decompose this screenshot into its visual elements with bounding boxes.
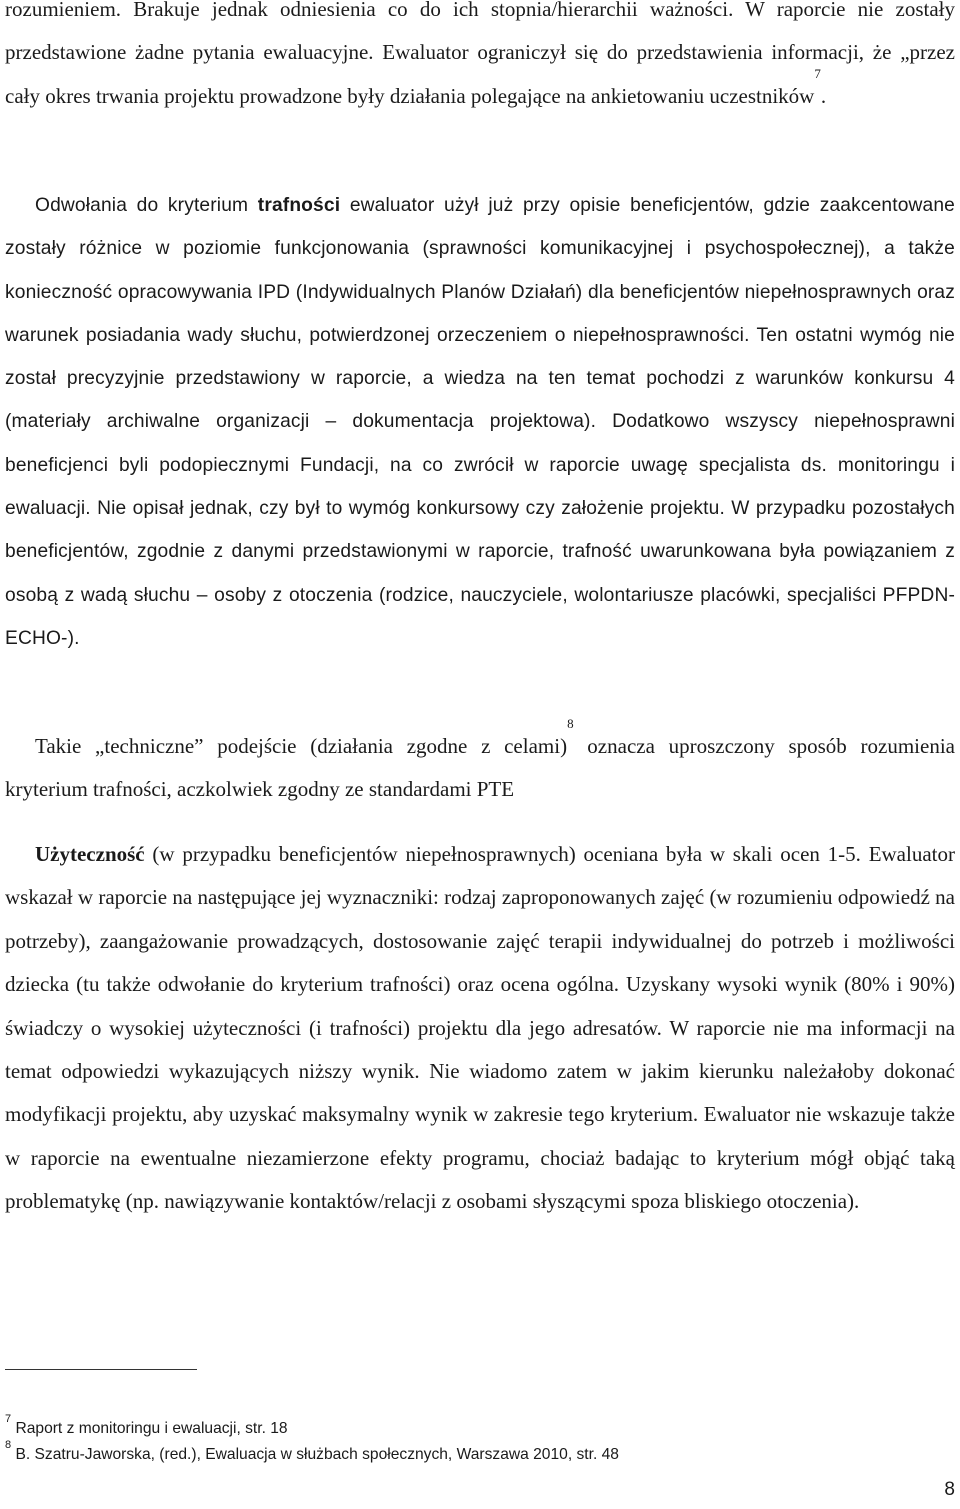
- paragraph-text: oznacza uproszczony sposób rozumienia kryterium trafności, aczkolwiek zgodny ze standardami PTE: [5, 734, 955, 802]
- paragraph-technical-approach: [5, 716, 955, 812]
- paragraph-lead: Odwołania do kryterium: [35, 195, 258, 216]
- footnote-text: Raport z monitoringu i ewaluacji, str. 18: [11, 1420, 288, 1437]
- term-usefulness: Użyteczność: [35, 842, 145, 866]
- paragraph-end: .: [820, 83, 827, 108]
- paragraph-lead: Takie „techniczne” podejście (działania zgodne z celami): [35, 734, 568, 758]
- page-number: 8: [944, 1479, 955, 1500]
- paragraph-relevance: [5, 184, 955, 660]
- document-page: [5, 0, 955, 1509]
- paragraph-text: (w przypadku beneficjentów niepełnosprawnych) oceniana była w skali ocen 1-5. Ewaluator wskazał w raporcie na następujące jej wyznaczniki: rodzaj zaproponowanych zajęć (w rozumieniu odpowiedź na potrzeby), zaangażowanie prowadzących, dostosowanie zajęć terapii indywidualnej do potrzeb i możliwości dziecka (tu także odwołanie do kryterium trafności) oraz ocena ogólna. Uzyskany wysoki wynik (80% i 90%) świadczy o wysokiej użyteczności (i trafności) projektu dla jego adresatów. W raporcie nie ma informacji na temat odpowiedzi wykazujących niższy wynik. Nie wiadomo zatem w jakim kierunku należałoby dokonać modyfikacji projektu, aby uzyskać maksymalny wynik w zakresie tego kryterium. Ewaluator nie wskazuje także w raporcie na ewentualne niezamierzone efekty programu, chociaż badając to kryterium mógł objąć taką problematykę (np. nawiązywanie kontaktów/relacji z osobami słyszącymi spoza bliskiego otoczenia).: [5, 842, 955, 1214]
- footnote-7: [5, 1413, 288, 1439]
- footnote-number: 7: [5, 1413, 12, 1425]
- footnote-ref-7[interactable]: 7: [814, 65, 821, 81]
- footnote-ref-8[interactable]: 8: [567, 716, 574, 731]
- paragraph-text: rozumieniem. Brakuje jednak odniesienia co do ich stopnia/hierarchii ważności. W raporcie nie zostały przedstawione żadne pytania ewaluacyjne. Ewaluator ograniczył się do przedstawienia informacji, że „przez cały okres trwania projektu prowadzone były działania polegające na ankietowaniu uczestników: [5, 0, 955, 108]
- footnote-number: 8: [5, 1439, 12, 1451]
- footnote-separator: [5, 1369, 197, 1370]
- footnote-text: B. Szatru-Jaworska, (red.), Ewaluacja w służbach społecznych, Warszawa 2010, str. 48: [11, 1446, 619, 1463]
- footnote-8: [5, 1439, 619, 1465]
- term-relevance: trafności: [257, 195, 341, 216]
- paragraph-text: ewaluator użył już przy opisie beneficjentów, gdzie zaakcentowane zostały różnice w poziomie funkcjonowania (sprawności komunikacyjnej i psychospołecznej), a także konieczność opracowywania IPD (Indywidualnych Planów Działań) dla beneficjentów niepełnosprawnych oraz warunek posiadania wady słuchu, potwierdzonej orzeczeniem o niepełnosprawności. Ten ostatni wymóg nie został precyzyjnie przedstawiony w raporcie, a wiedza na ten temat pochodzi z warunków konkursu 4 (materiały archiwalne organizacji – dokumentacja projektowa). Dodatkowo wszyscy niepełnosprawni beneficjenci byli podopiecznymi Fundacji, na co zwrócił w raporcie uwagę specjalista ds. monitoringu i ewaluacji. Nie opisał jednak, czy był to wymóg konkursowy czy założenie projektu. W przypadku pozostałych beneficjentów, zgodnie z danymi przedstawionymi w raporcie, trafność uwarunkowana była powiązaniem z osobą z wadą słuchu – osoby z otoczenia (rodzice, nauczyciele, wolontariusze placówki, specjaliści PFPDN-ECHO-).: [5, 195, 955, 649]
- paragraph-usefulness: [5, 833, 955, 1224]
- paragraph-questions: [5, 0, 955, 118]
